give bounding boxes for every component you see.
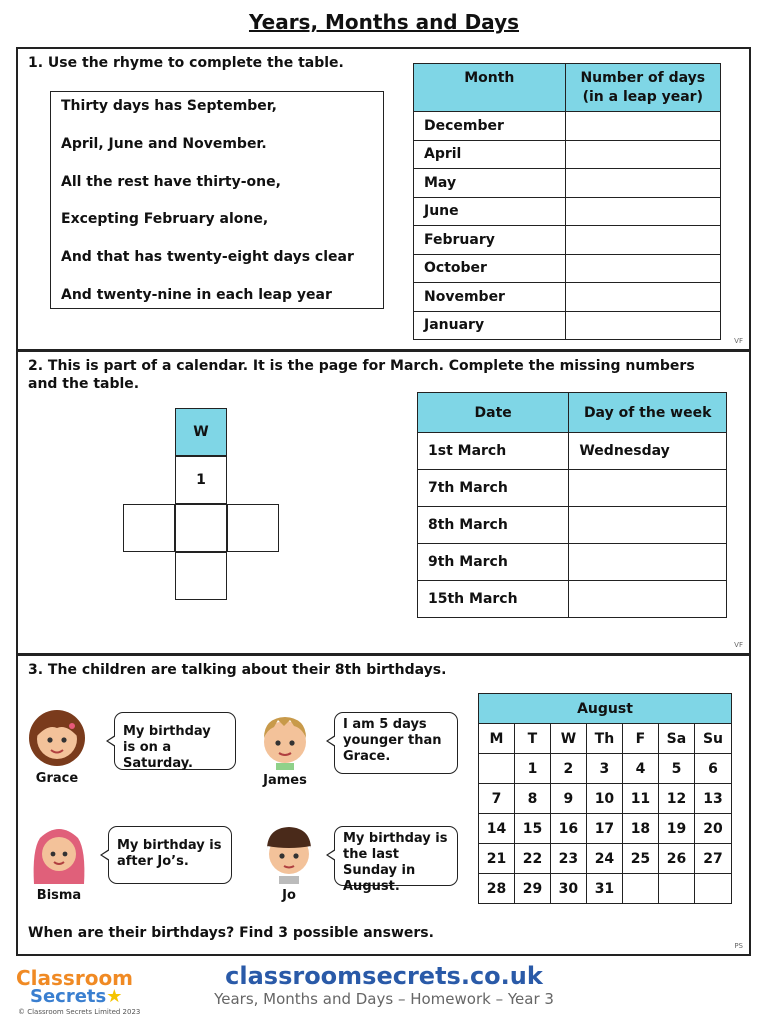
rhyme-line: And that has twenty-eight days clear	[61, 249, 354, 266]
days-answer-cell[interactable]	[565, 254, 720, 283]
calendar-day	[622, 874, 658, 904]
calendar-blank-cell[interactable]	[175, 504, 227, 552]
james-speech-bubble: I am 5 days younger than Grace.	[334, 712, 458, 774]
calendar-day: 11	[622, 784, 658, 814]
day-answer-cell[interactable]	[569, 581, 727, 618]
calendar-day: 21	[479, 844, 515, 874]
month-cell: June	[414, 197, 566, 226]
august-calendar	[478, 693, 732, 904]
calendar-day: 20	[694, 814, 731, 844]
day-header: Day of the week	[569, 393, 727, 433]
calendar-day: 17	[586, 814, 622, 844]
date-cell: 9th March	[418, 544, 569, 581]
question-1-prompt: 1. Use the rhyme to complete the table.	[28, 55, 344, 71]
days-header-line-2: (in a leap year)	[582, 88, 703, 105]
question-3-final-question: When are their birthdays? Find 3 possible answers.	[28, 925, 434, 941]
day-cell: Wednesday	[569, 433, 727, 470]
grace-speech-bubble: My birthday is on a Saturday.	[114, 712, 236, 770]
rhyme-line: And twenty-nine in each leap year	[61, 286, 332, 303]
month-cell: January	[414, 311, 566, 340]
weekday-label: T	[514, 724, 550, 754]
question-1-section	[16, 47, 751, 351]
section-tag: PS	[734, 942, 743, 950]
copyright-notice: © Classroom Secrets Limited 2023	[18, 1008, 141, 1016]
days-answer-cell[interactable]	[565, 226, 720, 255]
calendar-day: 23	[550, 844, 586, 874]
calendar-blank-cell[interactable]	[123, 504, 175, 552]
calendar-day: 8	[514, 784, 550, 814]
calendar-blank-cell[interactable]	[175, 552, 227, 600]
child-name-jo: Jo	[282, 888, 296, 903]
rhyme-line: Excepting February alone,	[61, 211, 269, 228]
rhyme-line: April, June and November.	[61, 135, 267, 152]
rhyme-box	[50, 91, 384, 309]
days-answer-cell[interactable]	[565, 169, 720, 198]
bisma-speech-bubble: My birthday is after Jo’s.	[108, 826, 232, 884]
calendar-day: 24	[586, 844, 622, 874]
calendar-day: 15	[514, 814, 550, 844]
days-answer-cell[interactable]	[565, 283, 720, 312]
days-answer-cell[interactable]	[565, 140, 720, 169]
james-avatar-icon	[254, 708, 316, 770]
child-name-grace: Grace	[35, 771, 79, 786]
month-cell: February	[414, 226, 566, 255]
footer-website[interactable]: classroomsecrets.co.uk	[225, 962, 543, 990]
logo-text-secrets-word: Secrets	[30, 986, 107, 1007]
calendar-day	[479, 754, 515, 784]
calendar-day: 29	[514, 874, 550, 904]
child-name-james: James	[263, 773, 307, 788]
calendar-date-cell: 1	[175, 456, 227, 504]
calendar-day: 7	[479, 784, 515, 814]
calendar-day	[658, 874, 694, 904]
calendar-day	[694, 874, 731, 904]
calendar-day: 22	[514, 844, 550, 874]
calendar-month-header: August	[479, 694, 732, 724]
calendar-day: 4	[622, 754, 658, 784]
calendar-day: 14	[479, 814, 515, 844]
day-answer-cell[interactable]	[569, 470, 727, 507]
weekday-label: W	[550, 724, 586, 754]
calendar-day: 16	[550, 814, 586, 844]
calendar-day: 28	[479, 874, 515, 904]
question-3-section	[16, 654, 751, 956]
page-title: Years, Months and Days	[248, 10, 520, 34]
calendar-day: 18	[622, 814, 658, 844]
footer-subtitle: Years, Months and Days – Homework – Year 3	[214, 990, 554, 1008]
weekday-label: F	[622, 724, 658, 754]
days-answer-cell[interactable]	[565, 112, 720, 141]
day-answer-cell[interactable]	[569, 507, 727, 544]
jo-avatar-icon	[258, 820, 320, 886]
calendar-day: 1	[514, 754, 550, 784]
question-2-prompt-line-1: 2. This is part of a calendar. It is the page for March. Complete the missing numbers	[28, 358, 695, 374]
month-cell: October	[414, 254, 566, 283]
calendar-day: 12	[658, 784, 694, 814]
logo-text-classroom: Classroom	[16, 966, 134, 990]
date-cell: 8th March	[418, 507, 569, 544]
section-tag: VF	[734, 641, 743, 649]
month-cell: May	[414, 169, 566, 198]
calendar-day: 2	[550, 754, 586, 784]
calendar-day: 31	[586, 874, 622, 904]
calendar-day: 10	[586, 784, 622, 814]
calendar-day: 30	[550, 874, 586, 904]
grace-avatar-icon	[26, 706, 88, 768]
days-header	[565, 64, 720, 112]
calendar-day: 26	[658, 844, 694, 874]
days-answer-cell[interactable]	[565, 197, 720, 226]
section-tag: VF	[734, 337, 743, 345]
day-answer-cell[interactable]	[569, 544, 727, 581]
calendar-day: 9	[550, 784, 586, 814]
calendar-day: 13	[694, 784, 731, 814]
month-cell: December	[414, 112, 566, 141]
rhyme-line: All the rest have thirty-one,	[61, 173, 281, 190]
date-header: Date	[418, 393, 569, 433]
days-header-line-1: Number of days	[580, 69, 706, 86]
month-cell: November	[414, 283, 566, 312]
child-name-bisma: Bisma	[36, 888, 82, 903]
days-answer-cell[interactable]	[565, 311, 720, 340]
weekday-label: M	[479, 724, 515, 754]
weekday-label: Sa	[658, 724, 694, 754]
month-cell: April	[414, 140, 566, 169]
date-cell: 1st March	[418, 433, 569, 470]
calendar-day: 25	[622, 844, 658, 874]
date-cell: 15th March	[418, 581, 569, 618]
calendar-day: 3	[586, 754, 622, 784]
question-3-prompt: 3. The children are talking about their 8th birthdays.	[28, 662, 447, 678]
question-2-section	[16, 350, 751, 655]
date-cell: 7th March	[418, 470, 569, 507]
weekday-label: Th	[586, 724, 622, 754]
calendar-day: 5	[658, 754, 694, 784]
calendar-blank-cell[interactable]	[227, 504, 279, 552]
calendar-day: 27	[694, 844, 731, 874]
star-icon: ★	[106, 986, 123, 1007]
bisma-avatar-icon	[28, 820, 90, 886]
calendar-weekday-header: W	[175, 408, 227, 456]
months-table	[413, 63, 721, 340]
month-header: Month	[414, 64, 566, 112]
rhyme-line: Thirty days has September,	[61, 98, 277, 114]
weekday-label: Su	[694, 724, 731, 754]
jo-speech-bubble: My birthday is the last Sunday in August.	[334, 826, 458, 886]
date-day-table	[417, 392, 727, 618]
calendar-day: 6	[694, 754, 731, 784]
calendar-day: 19	[658, 814, 694, 844]
question-2-prompt-line-2: and the table.	[28, 376, 140, 392]
